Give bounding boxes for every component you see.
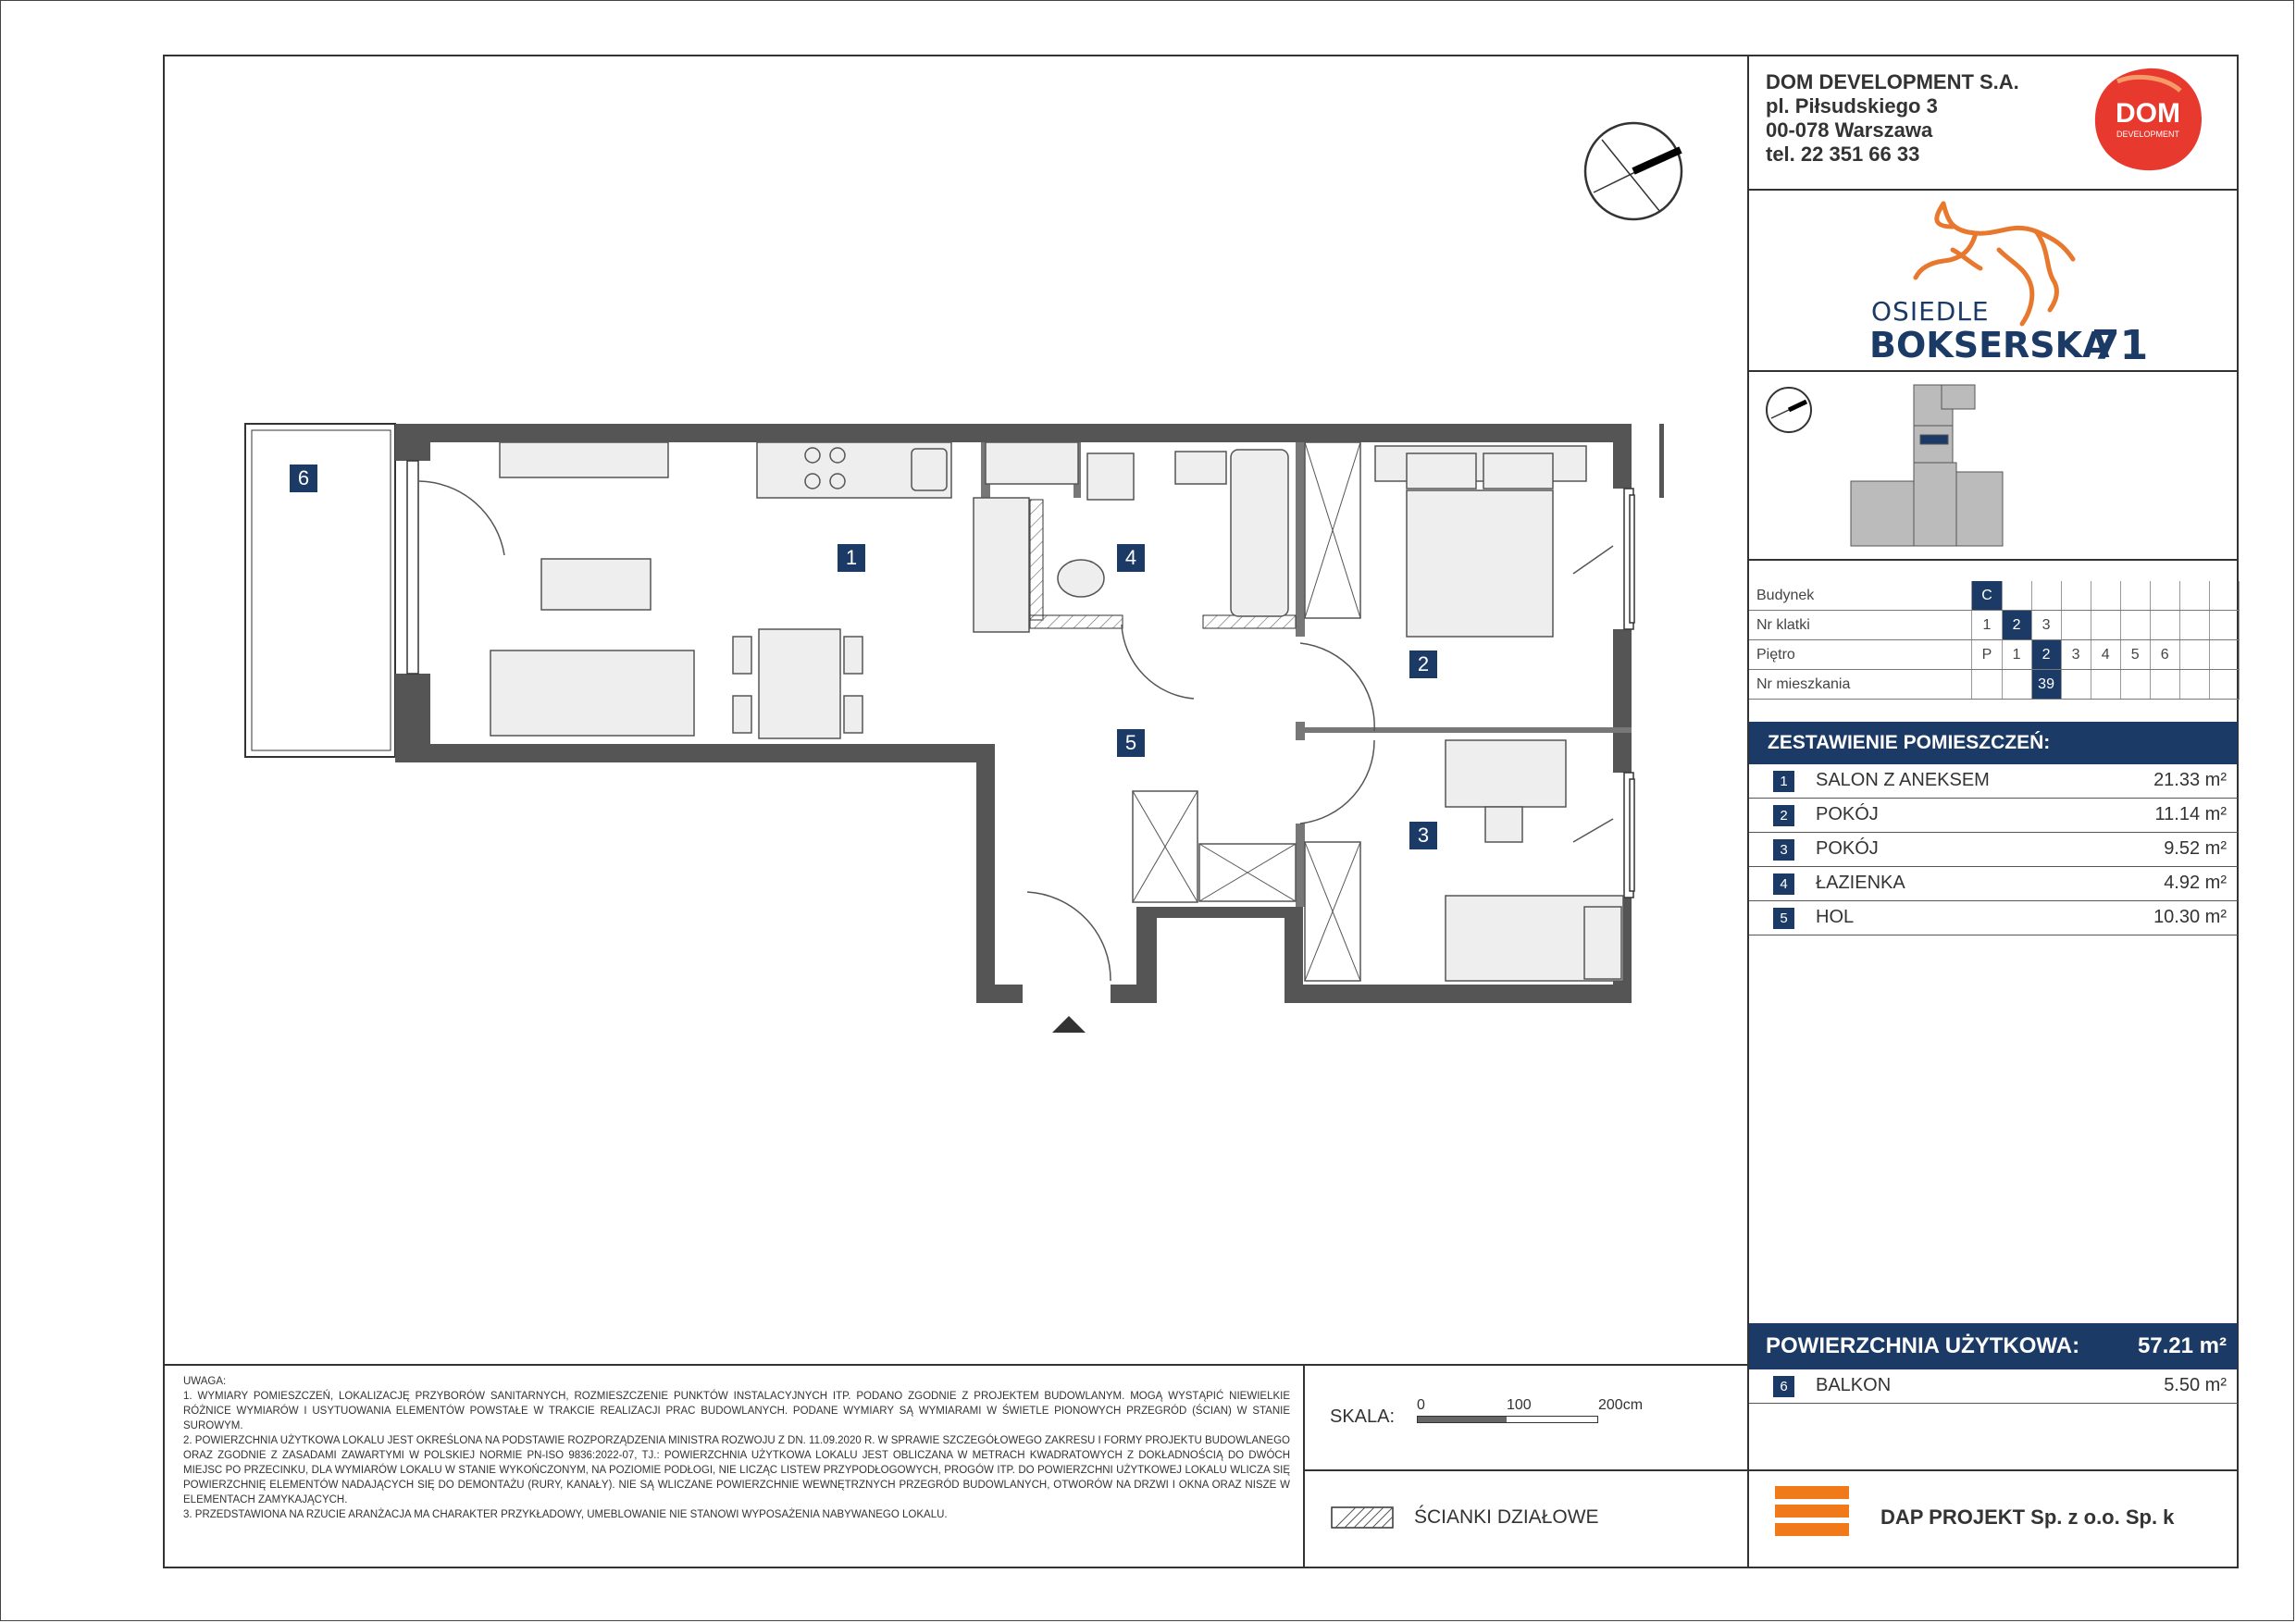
usable-area-label: POWIERZCHNIA UŻYTKOWA: [1766, 1333, 2080, 1358]
designer-name: DAP PROJEKT Sp. z o.o. Sp. k [1880, 1505, 2175, 1529]
balcony-area [245, 424, 395, 757]
floor-label: Piętro [1749, 640, 1972, 670]
partition-legend-label: ŚCIANKI DZIAŁOWE [1414, 1506, 1599, 1528]
scale-tick-100: 100 [1507, 1397, 1532, 1413]
estate-logo [1814, 194, 2166, 370]
floor-4: 4 [2091, 640, 2120, 670]
company-street: pl. Piłsudskiego 3 [1766, 94, 1938, 118]
floor-1: 1 [2002, 640, 2031, 670]
apartment-info-table [1749, 581, 2240, 700]
rooms-header: ZESTAWIENIE POMIESZCZEŃ: [1749, 722, 2238, 764]
staircase-2: 2 [2002, 611, 2031, 640]
divider-company [1747, 189, 2239, 191]
plan-tag-balcony: 6 [290, 465, 317, 492]
room-name: ŁAZIENKA [1816, 873, 1905, 893]
room-number: 5 [1773, 908, 1794, 929]
staircase-1: 1 [1972, 611, 2002, 640]
room-area: 9.52 m² [2164, 838, 2227, 859]
room-row [1749, 901, 2238, 935]
room-name: SALON Z ANEKSEM [1816, 770, 1990, 790]
balcony-row [1749, 1369, 2238, 1404]
room-area: 10.30 m² [2153, 907, 2227, 927]
plan-tag-room2: 2 [1409, 650, 1437, 678]
notes-block [183, 1374, 1290, 1522]
room-row [1749, 833, 2238, 867]
floor-6: 6 [2150, 640, 2179, 670]
divider-estate [1747, 370, 2239, 372]
note-3: 3. PRZEDSTAWIONA NA RZUCIE ARANŻACJA MA CHARAKTER PRZYKŁADOWY, UMEBLOWANIE NIE STANOWI WYPOSAŻENIA NABYWANEGO LOKALU. [183, 1509, 948, 1520]
room-number: 3 [1773, 839, 1794, 861]
floor-2: 2 [2031, 640, 2061, 670]
room-area: 11.14 m² [2154, 804, 2227, 824]
apartment-label: Nr mieszkania [1749, 670, 1972, 700]
key-plan [1758, 379, 2230, 555]
room-area: 21.33 m² [2153, 770, 2227, 790]
usable-area-total [1749, 1323, 2238, 1369]
entrance-arrow-icon [1052, 1016, 1086, 1033]
room-row [1749, 799, 2238, 833]
note-2: 2. POWIERZCHNIA UŻYTKOWA LOKALU JEST OKREŚLONA NA PODSTAWIE ROZPORZĄDZENIA MINISTRA ROZWOJU Z DN. 11.09.2020 R. W SPRAWIE SZCZEGÓŁOWEGO ZAKRESU I FORMY PROJEKTU BUDOWLANEGO ORAZ ZGODNIE Z ZASADAMI ZAWARTYMI W POLSKIEJ NORMIE PN-ISO 9836:2022-07, TJ.: POWIERZCHNIA UŻYTKOWA LOKALU JEST OBLICZANA W METRACH KWADRATOWYCH Z DOKŁADNOŚCIĄ DO DWÓCH MIEJSC PO PRZECINKU, DLA WYMIARÓW LOKALU W STANIE WYKOŃCZONYM, NA POZIOMIE PODŁOGI, NIE LICZĄC LISTEW PRZYPODŁOGOWYCH, PROGÓW ITP. DO POWIERZCHNI UŻYTKOWEJ LOKALU WLICZA SIĘ POWIERZCHNIĘ ELEMENTÓW NADAJĄCYCH SIĘ DO DEMONTAŻU (RURY, KANAŁY). NIE SĄ WLICZANE POWIERZCHNIE WEWNĘTRZNYCH PRZEGRÓD BUDOWLANYCH, OTWORÓW NA DRZWI I OKNA ORAZ NISZE W ELEMENTACH ZAMYKAJĄCYCH. [183, 1435, 1290, 1505]
company-phone: tel. 22 351 66 33 [1766, 142, 1920, 166]
room-row [1749, 867, 2238, 901]
notes-title: UWAGA: [183, 1376, 227, 1387]
company-address [1766, 70, 2019, 167]
logo-text-development: DEVELOPMENT [2116, 130, 2180, 139]
room-name: POKÓJ [1816, 838, 1879, 859]
room-name: HOL [1816, 907, 1855, 927]
note-1: 1. WYMIARY POMIESZCZEŃ, LOKALIZACJĘ PRZYBORÓW SANITARNYCH, ROZMIESZCZENIE PUNKTÓW INSTALACYJNYCH ITP. PODANO ZGODNIE Z PROJEKTEM BUDOWLANYM. MOGĄ WYSTĄPIĆ NIEWIELKIE RÓŻNICE WYMIARÓW I USYTUOWANIA ELEMENTÓW POWSTAŁE W TRAKCIE REALIZACJI PRAC BUDOWLANYCH. PODANE WYMIARY SĄ WYMIARAMI W ŚWIETLE PIONOWYCH PRZEGRÓD (ŚCIAN) W STANIE SUROWYM. [183, 1391, 1290, 1431]
scale-tick-200: 200cm [1598, 1397, 1644, 1413]
building-row [1749, 581, 2240, 611]
staircase-row [1749, 611, 2240, 640]
dap-logo-icon [1775, 1486, 1849, 1551]
small-compass-icon [1767, 388, 1811, 432]
floor-p: P [1972, 640, 2002, 670]
divider-keyplan [1747, 559, 2239, 561]
estate-line2: BOKSERSKA [1869, 325, 2110, 365]
floor-plan [231, 407, 1675, 1055]
apartment-number: 39 [2031, 670, 2061, 700]
scale-label: SKALA: [1330, 1406, 1396, 1427]
building-value: C [1972, 581, 2002, 611]
room-row [1749, 764, 2238, 799]
logo-text-dom: DOM [2116, 98, 2180, 129]
room-number: 1 [1773, 771, 1794, 792]
usable-area-value: 57.21 m² [2137, 1333, 2227, 1358]
staircase-label: Nr klatki [1749, 611, 1972, 640]
plan-tag-room3: 3 [1409, 822, 1437, 849]
plan-tag-salon: 1 [838, 544, 865, 572]
floor-row [1749, 640, 2240, 670]
room-number: 4 [1773, 873, 1794, 895]
plan-tag-hall: 5 [1117, 729, 1145, 757]
divider-scale-legend [1303, 1469, 2239, 1471]
balcony-name: BALKON [1816, 1375, 1892, 1395]
balcony-number: 6 [1773, 1376, 1794, 1397]
apartment-row [1749, 670, 2240, 700]
floor-5: 5 [2120, 640, 2150, 670]
estate-line1: OSIEDLE [1871, 296, 1990, 327]
room-area: 4.92 m² [2164, 873, 2227, 893]
compass-icon [1581, 118, 1686, 224]
scale-bar [1417, 1416, 1598, 1423]
dom-development-logo [2090, 65, 2206, 174]
staircase-3: 3 [2031, 611, 2061, 640]
balcony-area: 5.50 m² [2164, 1375, 2227, 1395]
room-number: 2 [1773, 805, 1794, 826]
divider-scale [1303, 1364, 1305, 1568]
plan-tag-bathroom: 4 [1117, 544, 1145, 572]
floor-3: 3 [2061, 640, 2091, 670]
building-keyplan-icon [1851, 385, 2003, 546]
company-city: 00-078 Warszawa [1766, 118, 1933, 142]
scale-tick-0: 0 [1417, 1397, 1425, 1413]
company-name: DOM DEVELOPMENT S.A. [1766, 70, 2019, 93]
room-name: POKÓJ [1816, 804, 1879, 824]
building-label: Budynek [1749, 581, 1972, 611]
estate-line3: 71 [2091, 322, 2149, 369]
partition-hatch-icon [1331, 1506, 1394, 1529]
